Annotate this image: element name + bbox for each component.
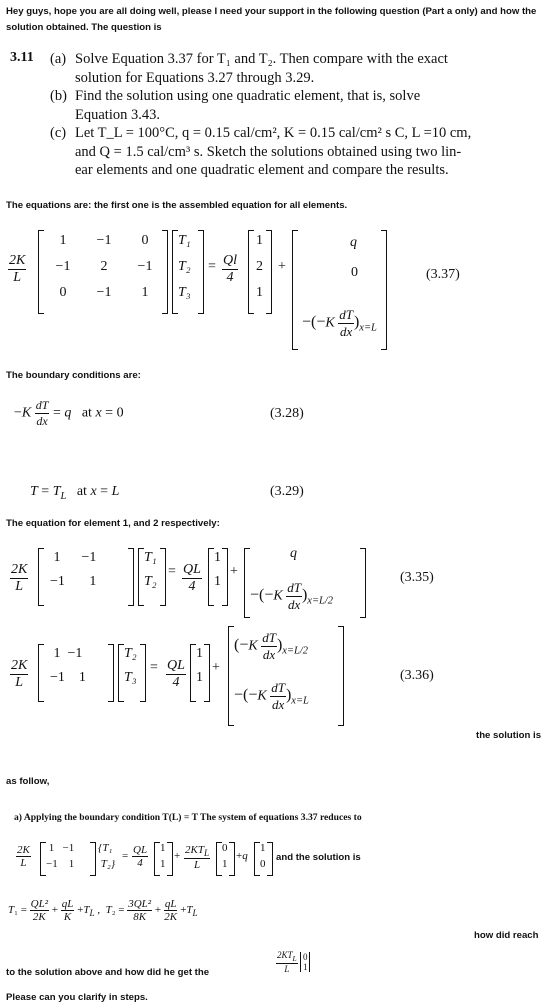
intro-line-1: Hey guys, hope you are all doing well, please I need your support in the following question (Part a only) and how the [6,6,537,17]
matrix-cell: 0 [141,233,149,248]
part-a-label: (a) [50,51,67,67]
part-a-line-2: solution for Equations 3.27 through 3.29. [75,69,315,86]
solution-expression: T₁ = $\frac{\text{QL²}}{2K}$ + $\frac{qL}{K}$ $+T_L$ , T₂ = $\frac{\text{3QL²}}{8K}$ + $\frac{qL}{2K}$ $+T_L$ [8,898,198,923]
problem-number: 3.11 [10,50,34,65]
matrix-cell: 1 [141,285,149,300]
eq335-tag: (3.35) [400,570,434,585]
matrix-cell: −1 [96,285,112,300]
equations-label: The equations are: the first one is the assembled equation for all elements. [6,200,348,211]
equation-3-36: $\frac{2K}{L}$ 1 −1 −1 1 T₂ T₃ = $\frac{QL}{4}$ 1 1 + (−K $\frac{dT}{dx}$ )$_{x=L/2}$ −(−K $\frac{dT}{dx}$ )$_{x=L}$ (3.36) [0,624,553,734]
to-solution-text: to the solution above and how did he get the [6,967,210,978]
eq336-tag: (3.36) [400,668,434,683]
part-a-applying-text: a) Applying the boundary condition T(L) = T The system of equations 3.37 reduces to [14,812,362,823]
eq337-stiffness-matrix [48,233,160,311]
part-c-line-2: and Q = 1.5 cal/cm³ s. Sketch the solutions obtained using two lin- [75,143,462,160]
matrix-cell: 2 [100,259,108,274]
matrix-cell: 1 [59,233,67,248]
as-follow-label: as follow, [6,776,50,787]
solution-is-note: the solution is [476,730,542,741]
equation-3-35: $\frac{2K}{L}$ 1 −1 −1 1 T₁ T₂ = $\frac{QL}{4}$ 1 1 + q −(−K $\frac{dT}{dx}$ )$_{x=L/2}$ (3.35) [0,540,553,620]
elements-label: The equation for element 1, and 2 respectively: [6,518,220,529]
eq337-unknowns: T₁ T₂ T₃ [178,233,191,300]
eq328-tag: (3.28) [270,406,304,421]
matrix-cell: −1 [96,233,112,248]
problem-body [50,50,540,180]
equation-3-29: $T = T_L$ at x = L [30,484,120,502]
matrix-cell: −1 [55,259,71,274]
intro-line-2: solution obtained. The question is [6,22,162,33]
part-b-label: (b) [50,88,67,104]
part-c-line-1: Let T_L = 100°C, q = 0.15 cal/cm², K = 0.15 cal/cm² s C, L =10 cm, [75,125,472,141]
eq337-flux-q: q [350,235,357,250]
part-b-line-1: Find the solution using one quadratic element, that is, solve [75,88,421,104]
eq337-load-factor: $\frac{Ql}{4}$ [223,253,237,285]
eq329-tag: (3.29) [270,484,304,499]
equation-3-28: −K $\frac{dT}{dx}$ = q at x = 0 [14,398,124,428]
part-a-line-1: Solve Equation 3.37 for T₁ and T₂. Then compare with the exact [75,51,448,67]
how-did-reach-note: how did reach [474,930,539,941]
matrix-cell: 0 [59,285,67,300]
boundary-conditions-label: The boundary conditions are: [6,370,141,381]
matrix-cell: −1 [137,259,153,274]
eq337-flux-bottom: −(−K $\frac{dT}{dx}$ )$_{x=L}$ [302,307,377,339]
part-b-line-2: Equation 3.43. [75,106,160,123]
boundary-term-fraction: $\frac{2KT_L}{L}$ 0 1 [276,950,310,974]
eq337-flux-zero: 0 [351,265,358,280]
equation-3-37: $\frac{2K}{L}$ 1 −1 0 −1 2 −1 0 −1 1 T₁ T₂ T₃ = $\frac{Ql}{4}$ 1 2 1 + q 0 −(−K $\frac{dT}{dx}$ )$_{x=L}$ (3.37) [0,225,553,350]
part-c-line-3: ear elements and one quadratic element and compare the results. [75,162,449,178]
clarify-text: Please can you clarify in steps. [6,992,148,1003]
and-solution-text: and the solution is [276,852,361,863]
eq337-coefficient: $\frac{2K}{L}$ [9,253,26,285]
eq337-load-vector: 1 2 1 [256,233,263,300]
reduced-system: $\frac{2K}{L}$ 1 −1 −1 1 {T₁ T₂} = $\frac{QL}{4}$ 1 1 + $2KT_L$ L 0 1 +q 1 0 [14,840,434,880]
part-c-label: (c) [50,125,67,141]
question-intro [6,4,551,36]
eq337-tag: (3.37) [426,267,460,282]
